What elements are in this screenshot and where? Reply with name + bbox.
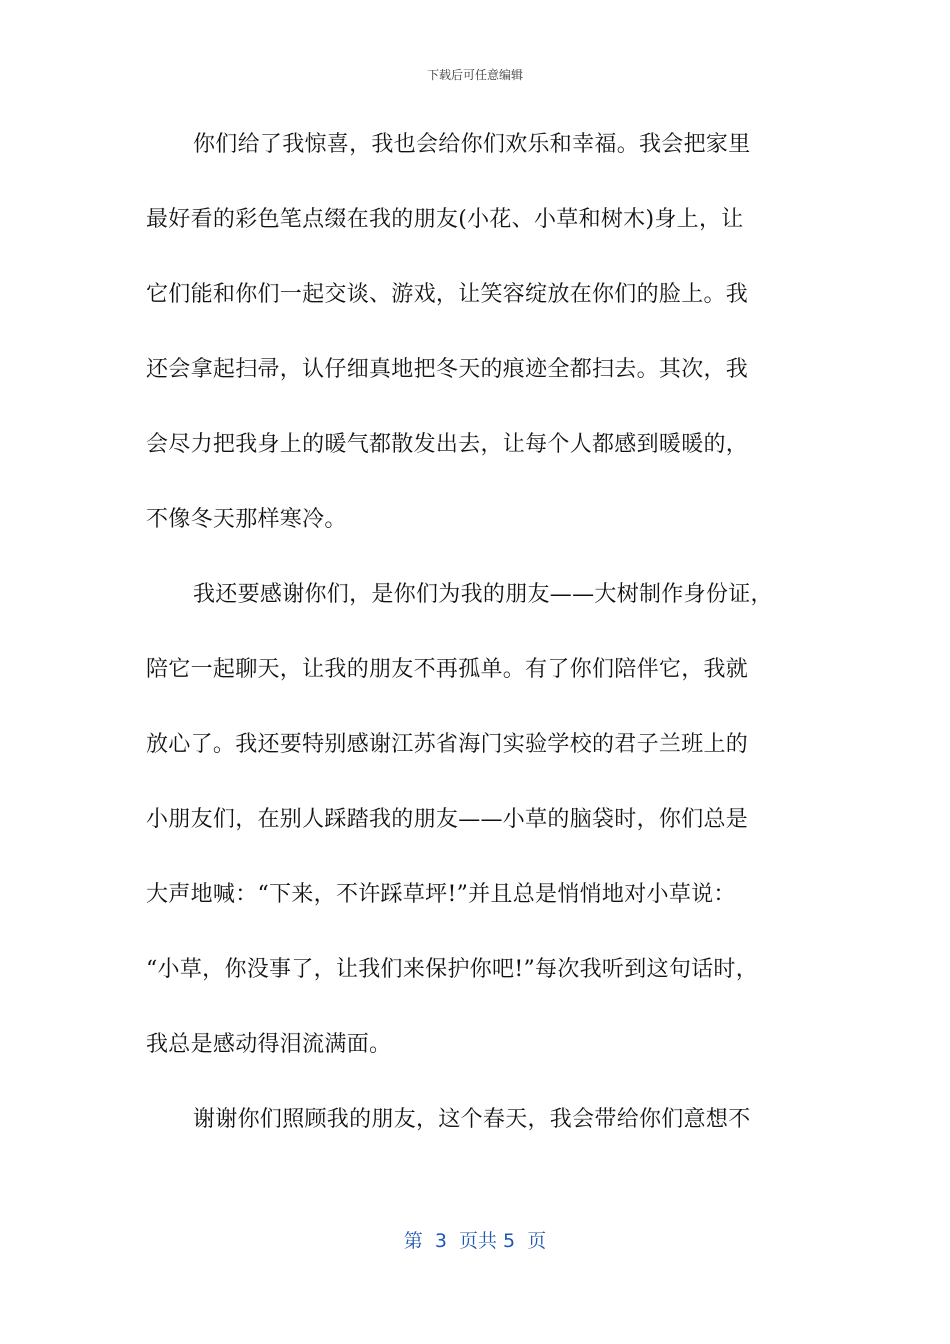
paragraph-line: 谢谢你们照顾我的朋友，这个春天，我会带给你们意想不 [193,1107,751,1132]
page-number-footer: 第 3 页共 5 页 [403,1230,547,1252]
paragraph-line: 会尽力把我身上的暖气都散发出去，让每个人都感到暖暖的， [146,432,749,457]
paragraph-line: 我还要感谢你们，是你们为我的朋友——大树制作身份证， [193,582,773,607]
paragraph-line: 我总是感动得泪流满面。 [146,1032,392,1057]
paragraph-line: 陪它一起聊天，让我的朋友不再孤单。有了你们陪伴它，我就 [146,657,749,682]
paragraph-line: 不像冬天那样寒冷。 [146,507,347,532]
paragraph-line: 你们给了我惊喜，我也会给你们欢乐和幸福。我会把家里 [193,132,751,157]
page-header-note: 下载后可任意编辑 [426,68,523,82]
paragraph-line: 它们能和你们一起交谈、游戏，让笑容绽放在你们的脸上。我 [146,282,749,307]
paragraph-line: 小朋友们，在别人踩踏我的朋友——小草的脑袋时，你们总是 [146,807,749,832]
paragraph-line: 还会拿起扫帚，认仔细真地把冬天的痕迹全都扫去。其次，我 [146,357,749,382]
paragraph-line: 大声地喊：“下来，不许踩草坪!”并且总是悄悄地对小草说： [146,882,736,907]
paragraph-line: 放心了。我还要特别感谢江苏省海门实验学校的君子兰班上的 [146,732,749,757]
paragraph-line: 最好看的彩色笔点缀在我的朋友(小花、小草和树木)身上，让 [146,207,744,232]
paragraph-line: “小草，你没事了，让我们来保护你吧!”每次我听到这句话时， [146,957,759,982]
